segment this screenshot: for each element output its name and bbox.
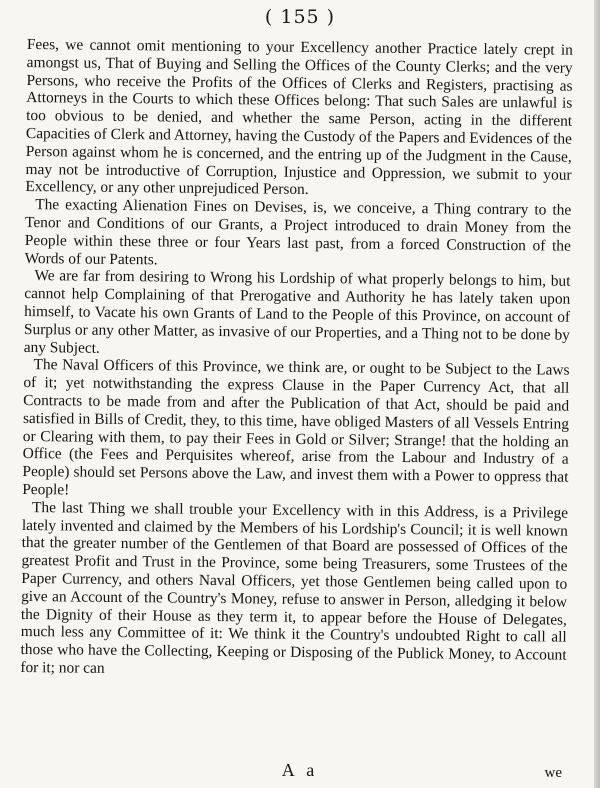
paragraph-lordship-grants: We are far from desiring to Wrong his Lordship of what properly belongs to him, but cannot help Complaining of that Prerogative and Authority he has lately taken upon himself, to Vacate his own Grants of Land to the People of this Province, on account of Surplus or any other Matter, as invasive of our Properties, and a Thing not to be done by any Subject. (23, 267, 571, 357)
paragraph-alienation-fines: The exacting Alienation Fines on Devises, is, we conceive, a Thing contrary to the Tenor and Conditions of our Grants, a Project introduced to drain Money from the People within these three or four Years last past, from a forced Construction of the Words of our Patents. (24, 196, 572, 268)
signature-mark: A a (281, 760, 319, 780)
page-edge (594, 0, 600, 788)
paragraph-fees: Fees, we cannot omit mentioning to your Excellency another Practice lately crept in amongst us, That of Buying and Selling the Offices of the County Clerks; and the very Persons, who receive the Profits of the Offices of Clerks and Registers, practising as Attorneys in the Courts to which these Offices belong: That such Sales are unlawful is too obvious to be denied, and whether the same Person, acting in the different Capacities of Clerk and Attorney, having the Custody of the Papers and Evidences of the Person against whom he is concerned, and the entring up of the Judgment in the Cause, may not be introductive of Corruption, Injustice and Oppression, we submit to your Excellency, or any other unprejudiced Person. (25, 36, 573, 199)
body-text (20, 36, 573, 682)
catchword: we (544, 765, 562, 781)
paragraph-naval-officers: The Naval Officers of this Province, we think are, or ought to be Subject to the Laws of it; yet notwithstanding the express Clause in the Paper Currency Act, that all Contracts to be made from and after the Publication of that Act, should be paid and satisfied in Bills of Credit, they, to this time, have obliged Masters of all Vessels Entring or Clearing with them, to pay their Fees in Gold or Silver; Strange! that the holding an Office (the Fees and Perquisites whereof, arise from the Labour and Industry of a People) should set Persons above the Law, and invest them with a Power to oppress that People! (22, 356, 570, 499)
page-number: ( 155 ) (264, 6, 336, 28)
paragraph-council-privilege: The last Thing we shall trouble your Excellency with in this Address, is a Privilege lately invented and claimed by the Members of his Lordship's Council; it is well known that the greater number of the Gentlemen of that Board are possessed of Offices of the greatest Profit and Trust in the Province, some being Treasurers, some Trustees of the Paper Currency, and others Naval Officers, yet those Gentlemen being called upon to give an Account of the Country's Money, refuse to answer in Person, alledging it below the Dignity of their House as they term it, to appear before the House of Delegates, much less any Committee of it: We think it the Country's undoubted Right to call all those who have the Collecting, Keeping or Disposing of the Publick Money, to Account for it; nor can (20, 498, 569, 677)
